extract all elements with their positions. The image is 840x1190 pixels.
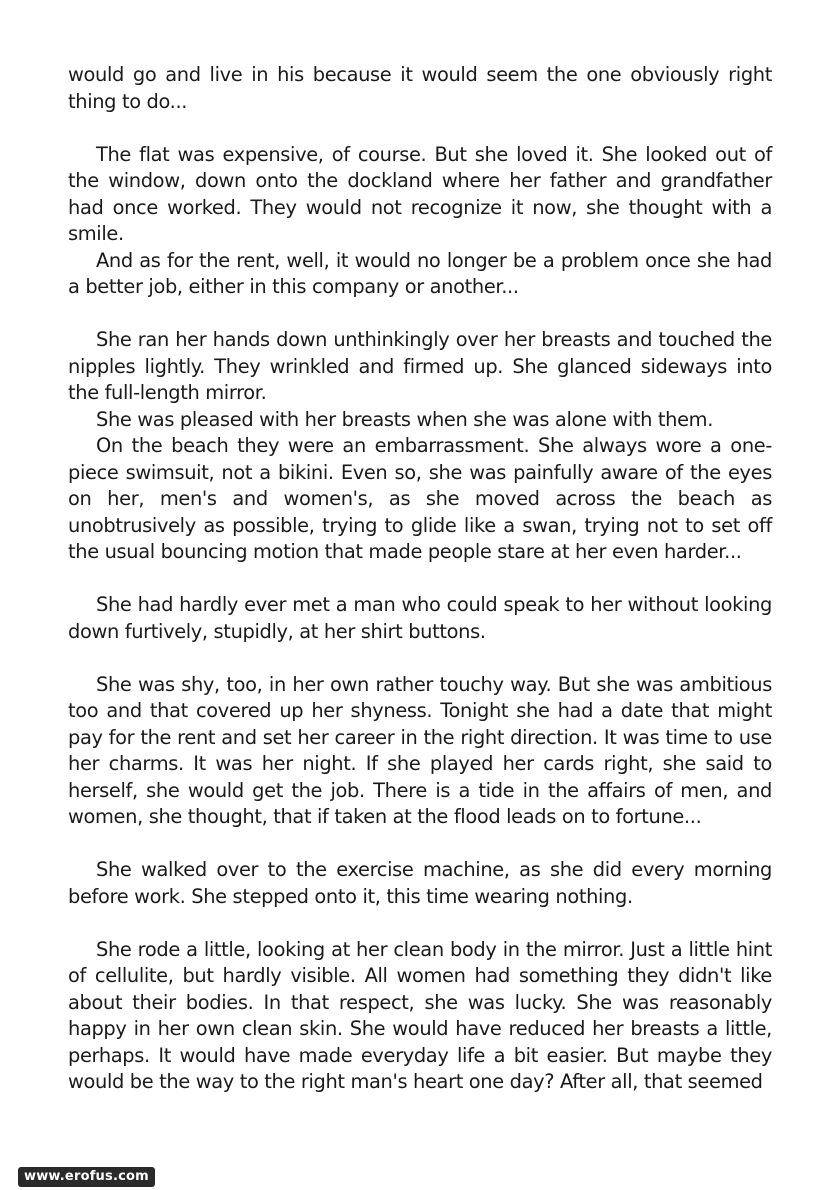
paragraph: She ran her hands down unthinkingly over her breasts and touched the nipples lightly. They wrinkled and firmed up. She glanced sideways into the full-length mirror. xyxy=(68,328,772,404)
paragraph: She had hardly ever met a man who could speak to her without looking down furtively, stupidly, at her shirt buttons. xyxy=(68,593,772,643)
paragraph: She rode a little, looking at her clean body in the mirror. Just a little hint of cellulite, but hardly visible. All women had something they didn't like about their bodies. In that respect, she was lucky. She was reasonably happy in her own clean skin. She would have reduced her breasts a little, perhaps. It would have made everyday life a bit easier. But maybe they would be the way to the right man's heart one day? After all, that seemed xyxy=(68,937,772,1093)
paragraph: On the beach they were an embarrassment. She always wore a one-piece swimsuit, not a bikini. Even so, she was painfully aware of the eyes on her, men's and women's, as she moved across the beach as unobtrusively as possible, trying to glide like a swan, trying not to set off the usual bouncing motion that made people stare at her even harder... xyxy=(68,434,772,563)
paragraph: The flat was expensive, of course. But she loved it. She looked out of the window, down onto the dockland where her father and grandfather had once worked. They would not recognize it now, she thought with a smile. xyxy=(68,142,772,245)
page-body xyxy=(68,62,772,1096)
paragraph: And as for the rent, well, it would no longer be a problem once she had a better job, either in this company or another... xyxy=(68,248,772,298)
watermark-badge: www.erofus.com xyxy=(18,1167,155,1187)
paragraph-continuation: would go and live in his because it would seem the one obviously right thing to do... xyxy=(68,63,772,113)
paragraph: She was pleased with her breasts when she was alone with them. xyxy=(96,407,714,431)
paragraph: She was shy, too, in her own rather touchy way. But she was ambitious too and that covered up her shyness. Tonight she had a date that might pay for the rent and set her career in the right direction. It was time to use her charms. It was her night. If she played her cards right, she said to herself, she would get the job. There is a tide in the affairs of men, and women, she thought, that if taken at the flood leads on to fortune... xyxy=(68,672,772,828)
paragraph: She walked over to the exercise machine, as she did every morning before work. She stepped onto it, this time wearing nothing. xyxy=(68,858,772,908)
